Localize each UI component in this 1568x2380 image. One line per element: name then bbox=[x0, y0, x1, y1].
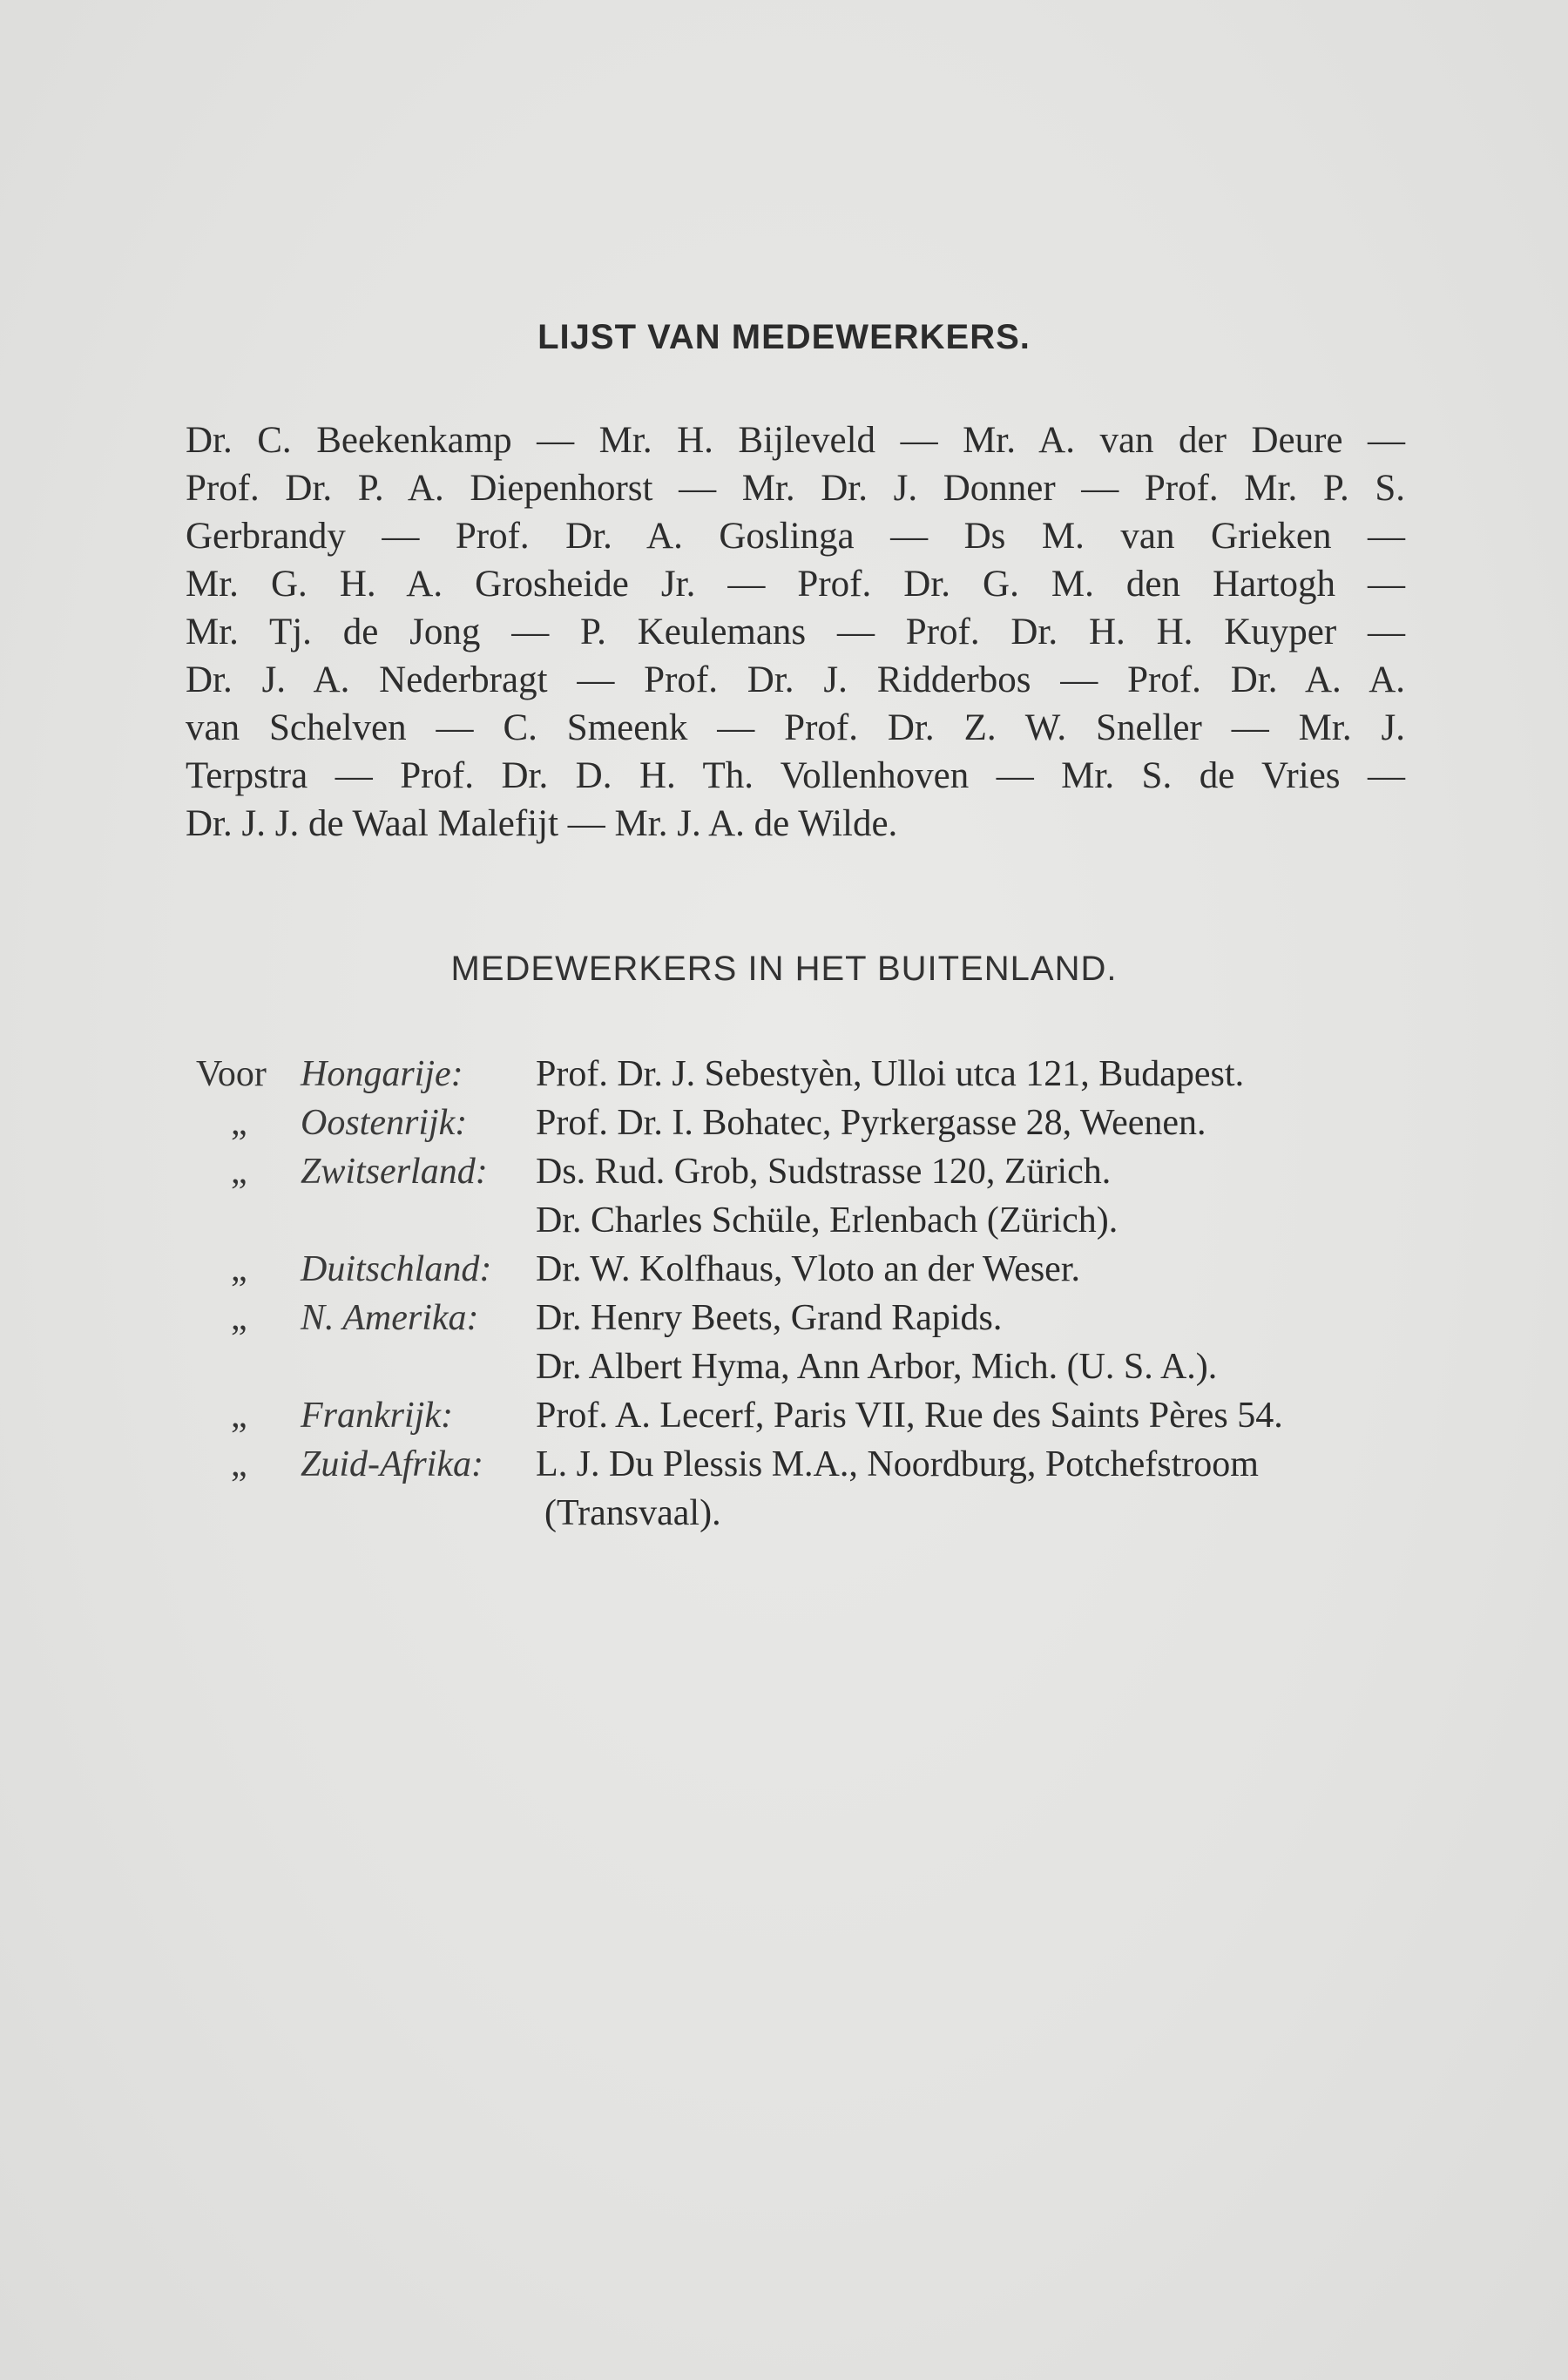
contributors-line: Terpstra — Prof. Dr. D. H. Th. Vollenhoven — Mr. S. de Vries — bbox=[186, 755, 1405, 796]
foreign-row bbox=[196, 1099, 1433, 1147]
row-country: Zwitserland: bbox=[301, 1152, 488, 1192]
foreign-row bbox=[196, 1391, 1433, 1440]
row-entry: Dr. Henry Beets, Grand Rapids. bbox=[536, 1298, 1003, 1338]
contributors-line: Mr. Tj. de Jong — P. Keulemans — Prof. Dr. H. H. Kuyper — bbox=[186, 612, 1405, 652]
row-entry: Ds. Rud. Grob, Sudstrasse 120, Zürich. bbox=[536, 1152, 1112, 1192]
row-lead: Voor bbox=[196, 1054, 267, 1094]
foreign-row bbox=[196, 1245, 1433, 1294]
foreign-row bbox=[196, 1342, 1433, 1391]
row-entry: Prof. Dr. J. Sebestyèn, Ulloi utca 121, Budapest. bbox=[536, 1054, 1245, 1094]
contributors-line: Dr. J. A. Nederbragt — Prof. Dr. J. Ridderbos — Prof. Dr. A. A. bbox=[186, 659, 1405, 700]
row-country: N. Amerika: bbox=[301, 1298, 479, 1338]
row-entry: Dr. Albert Hyma, Ann Arbor, Mich. (U. S. A.). bbox=[536, 1347, 1218, 1387]
page-title: LIJST VAN MEDEWERKERS. bbox=[537, 318, 1031, 356]
foreign-row bbox=[196, 1440, 1433, 1489]
row-lead: „ bbox=[231, 1444, 247, 1484]
row-country: Duitschland: bbox=[301, 1249, 492, 1289]
row-country: Oostenrijk: bbox=[301, 1103, 468, 1143]
foreign-row bbox=[196, 1196, 1433, 1245]
foreign-section-title: MEDEWERKERS IN HET BUITENLAND. bbox=[450, 950, 1118, 988]
foreign-row bbox=[196, 1489, 1433, 1538]
foreign-row bbox=[196, 1147, 1433, 1196]
row-entry: Prof. Dr. I. Bohatec, Pyrkergasse 28, Weenen. bbox=[536, 1103, 1206, 1143]
row-entry: Prof. A. Lecerf, Paris VII, Rue des Saints Pères 54. bbox=[536, 1396, 1283, 1436]
foreign-row bbox=[196, 1294, 1433, 1342]
contributors-line: Dr. J. J. de Waal Malefijt — Mr. J. A. de Wilde. bbox=[186, 803, 898, 844]
contributors-line: van Schelven — C. Smeenk — Prof. Dr. Z. W. Sneller — Mr. J. bbox=[186, 707, 1405, 748]
row-entry: Dr. W. Kolfhaus, Vloto an der Weser. bbox=[536, 1249, 1080, 1289]
row-lead: „ bbox=[231, 1396, 247, 1436]
contributors-line: Mr. G. H. A. Grosheide Jr. — Prof. Dr. G. M. den Hartogh — bbox=[186, 564, 1405, 605]
contributors-list bbox=[186, 416, 1405, 848]
row-lead: „ bbox=[231, 1152, 247, 1192]
foreign-row bbox=[196, 1050, 1433, 1099]
row-entry: (Transvaal). bbox=[544, 1493, 721, 1533]
row-country: Zuid-Afrika: bbox=[301, 1444, 483, 1484]
contributors-line: Prof. Dr. P. A. Diepenhorst — Mr. Dr. J. Donner — Prof. Mr. P. S. bbox=[186, 468, 1405, 509]
row-country: Hongarije: bbox=[301, 1054, 463, 1094]
row-lead: „ bbox=[231, 1249, 247, 1289]
foreign-contributors-list bbox=[196, 1050, 1433, 1538]
contributors-line: Dr. C. Beekenkamp — Mr. H. Bijleveld — Mr. A. van der Deure — bbox=[186, 420, 1405, 461]
row-lead: „ bbox=[231, 1298, 247, 1338]
row-entry: L. J. Du Plessis M.A., Noordburg, Potchefstroom bbox=[536, 1444, 1259, 1484]
row-country: Frankrijk: bbox=[301, 1396, 453, 1436]
row-lead: „ bbox=[231, 1103, 247, 1143]
contributors-line: Gerbrandy — Prof. Dr. A. Goslinga — Ds M. van Grieken — bbox=[186, 516, 1405, 557]
row-entry: Dr. Charles Schüle, Erlenbach (Zürich). bbox=[536, 1200, 1119, 1241]
